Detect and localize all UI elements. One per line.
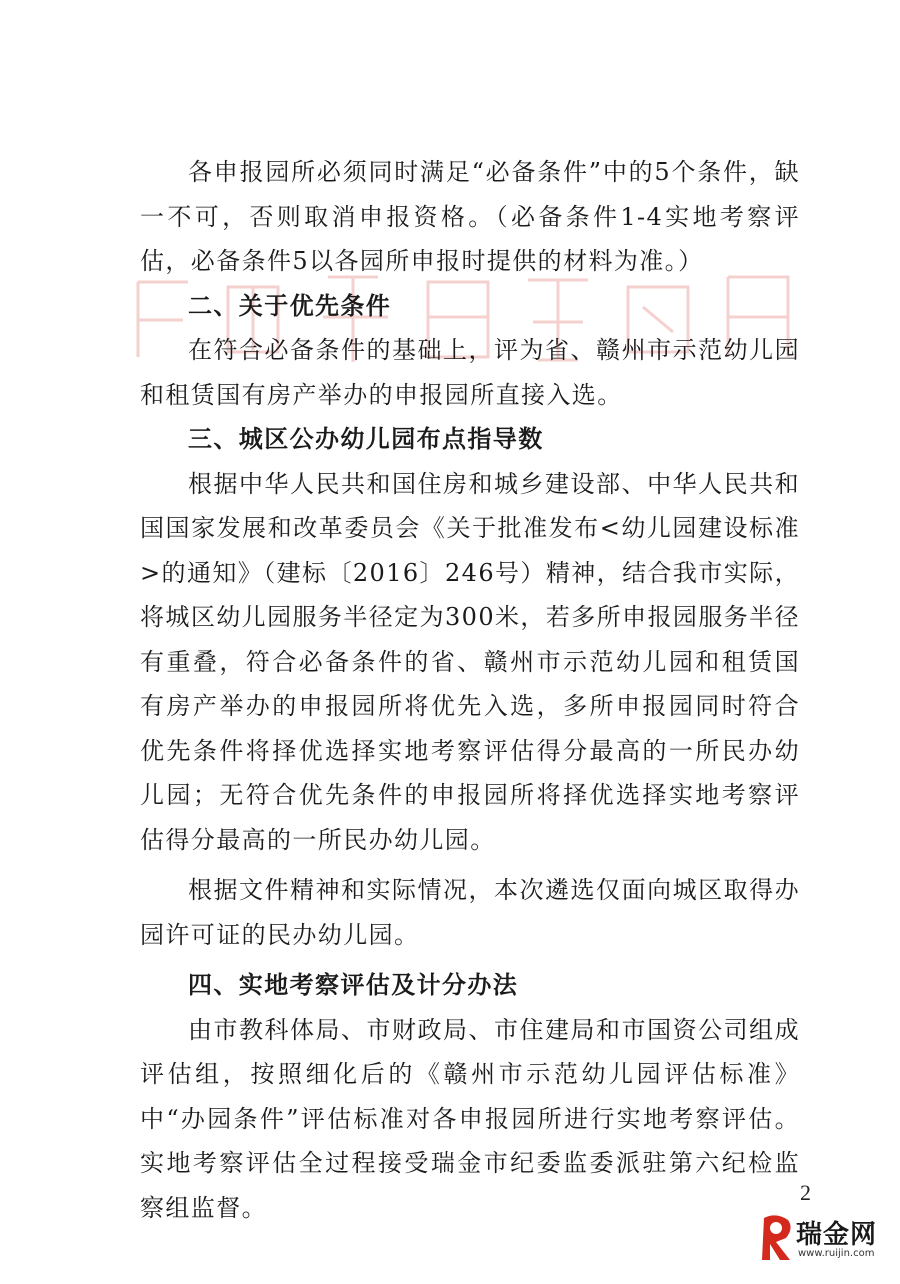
- heading-layout-guidance: 三、城区公办幼儿园布点指导数: [188, 425, 544, 453]
- page-number: 2: [800, 1180, 811, 1205]
- paragraph-required-conditions: 各申报园所必须同时满足“必备条件”中的5个条件，缺一不可，否则取消申报资格。（必备条件1-4实地考察评估，必备条件5以各园所申报时提供的材料为准。）: [140, 158, 800, 275]
- heading-evaluation-method: 四、实地考察评估及计分办法: [188, 971, 519, 999]
- paragraph-layout-guidance: 根据中华人民共和国住房和城乡建设部、中华人民共和国国家发展和改革委员会《关于批准发布<幼儿园建设标准>的通知》（建标〔2016〕246号）精神，结合我市实际，将城区幼儿园服务半径定为300米，若多所申报园服务半径有重叠，符合必备条件的省、赣州市示范幼儿园和租赁国有房产举办的申报园所将优先入选，多所申报园同时符合优先条件将择优选择实地考察评估得分最高的一所民办幼儿园；无符合优先条件的申报园所将择优选择实地考察评估得分最高的一所民办幼儿园。: [140, 469, 800, 854]
- paragraph-evaluation-method: 由市教科体局、市财政局、市住建局和市国资公司组成评估组，按照细化后的《赣州市示范幼儿园评估标准》中“办园条件”评估标准对各申报园所进行实地考察评估。实地考察评估全过程接受瑞金市纪委监委派驻第六纪检监察组监督。: [140, 1015, 800, 1222]
- paragraph-scope: 根据文件精神和实际情况，本次遴选仅面向城区取得办园许可证的民办幼儿园。: [140, 876, 800, 949]
- watermark-site-url: www.ruijin.com: [798, 1248, 875, 1259]
- paragraph-priority-conditions: 在符合必备条件的基础上，评为省、赣州市示范幼儿园和租赁国有房产举办的申报园所直接入选。: [140, 336, 800, 409]
- ruijin-logo-icon: [756, 1212, 796, 1264]
- watermark-site-name: 瑞金网: [796, 1220, 878, 1250]
- heading-priority-conditions: 二、关于优先条件: [188, 291, 392, 320]
- document-body: [140, 150, 800, 1230]
- site-watermark: [756, 1210, 896, 1274]
